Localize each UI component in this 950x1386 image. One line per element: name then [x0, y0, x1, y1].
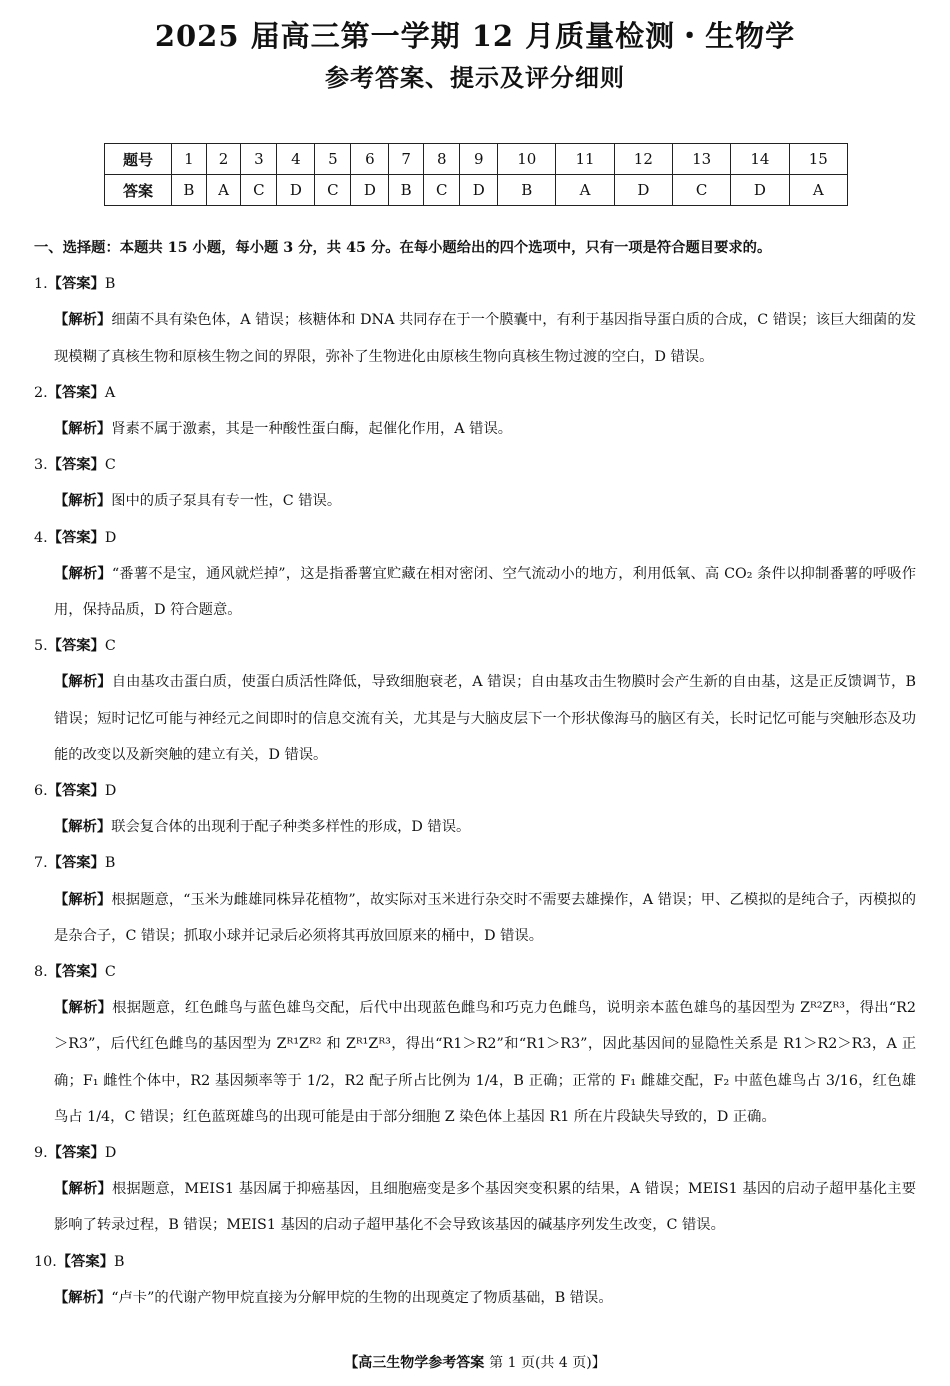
question-block [34, 1135, 916, 1244]
answer-label: 【答案】 [47, 1145, 105, 1162]
row-label-number: 题号 [105, 144, 172, 175]
question-number: 4. [34, 529, 48, 546]
answer-line [34, 375, 916, 411]
question-number-cell: 5 [315, 144, 351, 175]
analysis-text: 自由基攻击蛋白质，使蛋白质活性降低，导致细胞衰老，A 错误；自由基攻击生物膜时会产生新的自由基，这是正反馈调节，B 错误；短时记忆可能与神经元之间即时的信息交流有关，尤其是与大脑皮层下一个形状像海马的脑区有关，长时记忆可能与突触形态及功能的改变以及新突触的建立有关，D 错误。 [54, 674, 917, 763]
answer-label: 【答案】 [47, 855, 105, 872]
analysis-line [34, 664, 916, 773]
answer-table-number-row [105, 144, 848, 175]
question-block [34, 266, 916, 375]
answer-letter-cell: A [556, 175, 614, 206]
answer-label: 【答案】 [47, 384, 105, 401]
document-title: 2025 届高三第一学期 12 月质量检测・生物学 [154, 19, 796, 53]
answer-label: 【答案】 [47, 529, 105, 546]
analysis-line [34, 809, 916, 845]
question-number-cell: 9 [460, 144, 498, 175]
answer-letter-cell: B [172, 175, 207, 206]
question-number: 9. [34, 1145, 48, 1162]
analysis-line [34, 882, 916, 954]
question-number: 1. [34, 276, 48, 293]
answer-letter-cell: D [614, 175, 672, 206]
question-block [34, 447, 916, 519]
analysis-line [34, 990, 916, 1135]
question-number-cell: 10 [498, 144, 556, 175]
answer-letter-cell: D [277, 175, 315, 206]
answer-line [34, 954, 916, 990]
analysis-label: 【解析】 [54, 421, 112, 438]
analysis-text: 细菌不具有染色体，A 错误；核糖体和 DNA 共同存在于一个膜囊中，有利于基因指导蛋白质的合成，C 错误；该巨大细菌的发现模糊了真核生物和原核生物之间的界限，弥补了生物进化由原核生物向真核生物过渡的空白，D 错误。 [54, 312, 917, 365]
answer-value: D [104, 529, 117, 546]
question-number-cell: 14 [731, 144, 789, 175]
answer-letter-cell: B [498, 175, 556, 206]
analysis-line [34, 1171, 916, 1243]
analysis-label: 【解析】 [54, 819, 112, 836]
answer-letter-cell: D [731, 175, 789, 206]
answer-label: 【答案】 [47, 638, 105, 655]
question-number: 5. [34, 638, 48, 655]
analysis-label: 【解析】 [54, 493, 112, 510]
answer-value: D [104, 1145, 117, 1162]
answer-value: C [104, 964, 116, 981]
analysis-label: 【解析】 [54, 312, 112, 329]
answer-label: 【答案】 [47, 964, 105, 981]
analysis-text: 根据题意，“玉米为雌雄同株异花植物”，故实际对玉米进行杂交时不需要去雄操作，A 错误；甲、乙模拟的是纯合子，丙模拟的是杂合子，C 错误；抓取小球并记录后必须将其再放回原来的桶中，D 错误。 [54, 891, 917, 944]
question-number: 2. [34, 384, 48, 401]
answer-label: 【答案】 [47, 457, 105, 474]
answer-label: 【答案】 [47, 276, 105, 293]
answer-value: D [104, 783, 117, 800]
answer-letter-cell: C [672, 175, 730, 206]
section-heading: 一、选择题：本题共 15 小题，每小题 3 分，共 45 分。在每小题给出的四个选项中，只有一项是符合题目要求的。 [34, 240, 772, 256]
question-number-cell: 3 [241, 144, 277, 175]
answer-value: B [113, 1253, 125, 1270]
question-number-cell: 12 [614, 144, 672, 175]
question-number: 10. [34, 1253, 57, 1270]
analysis-text: 根据题意，红色雌鸟与蓝色雄鸟交配，后代中出现蓝色雌鸟和巧克力色雌鸟，说明亲本蓝色雄鸟的基因型为 Zᴿ²Zᴿ³，得出“R2＞R3”，后代红色雌鸟的基因型为 Zᴿ¹Zᴿ² 和 Zᴿ¹Zᴿ³，得出“R1＞R2”和“R1＞R3”，因此基因间的显隐性关系是 R1＞R2＞R3，A 正确；F₁ 雌性个体中，R2 基因频率等于 1/2，R2 配子所占比例为 1/4，B 正确；正常的 F₁ 雌雄交配，F₂ 中蓝色雄鸟占 3/16，红色雄鸟占 1/4，C 错误；红色蓝斑雄鸟的出现可能是由于部分细胞 Z 染色体上基因 R1 所在片段缺失导致的，D 正确。 [54, 1000, 917, 1125]
analysis-text: 根据题意，MEIS1 基因属于抑癌基因，且细胞癌变是多个基因突变积累的结果，A 错误；MEIS1 基因的启动子超甲基化主要影响了转录过程，B 错误；MEIS1 基因的启动子超甲基化不会导致该基因的碱基序列发生改变，C 错误。 [54, 1181, 916, 1234]
question-number: 7. [34, 855, 48, 872]
question-number-cell: 7 [389, 144, 424, 175]
question-block [34, 773, 916, 845]
question-number: 8. [34, 964, 48, 981]
analysis-text: 肾素不属于激素，其是一种酸性蛋白酶，起催化作用，A 错误。 [111, 421, 513, 438]
analysis-label: 【解析】 [54, 1181, 112, 1198]
question-block [34, 375, 916, 447]
question-block [34, 628, 916, 773]
footer-label: 【高三生物学参考答案 [344, 1355, 485, 1371]
answer-letter-cell: A [789, 175, 847, 206]
answer-table-answer-row [105, 175, 848, 206]
answer-letter-cell: B [389, 175, 424, 206]
question-block [34, 845, 916, 954]
row-label-answer: 答案 [105, 175, 172, 206]
answer-line [34, 845, 916, 881]
analysis-text: “卢卡”的代谢产物甲烷直接为分解甲烷的生物的出现奠定了物质基础，B 错误。 [111, 1289, 613, 1306]
analysis-label: 【解析】 [54, 1000, 113, 1017]
question-number-cell: 2 [206, 144, 240, 175]
answer-line [34, 1244, 916, 1280]
answer-letter-cell: D [460, 175, 498, 206]
question-number-cell: 11 [556, 144, 614, 175]
answer-letter-cell: C [424, 175, 460, 206]
answer-line [34, 266, 916, 302]
answer-line [34, 447, 916, 483]
question-number: 3. [34, 457, 48, 474]
analysis-line [34, 1280, 916, 1316]
analysis-label: 【解析】 [54, 565, 112, 582]
answer-value: C [104, 638, 116, 655]
answer-letter-cell: C [315, 175, 351, 206]
answer-line [34, 773, 916, 809]
answer-label: 【答案】 [56, 1253, 114, 1270]
answer-line [34, 520, 916, 556]
analysis-line [34, 556, 916, 628]
answer-letter-cell: D [351, 175, 389, 206]
answer-value: B [104, 276, 116, 293]
answer-value: B [104, 855, 116, 872]
analysis-text: “番薯不是宝，通风就烂掉”，这是指番薯宜贮藏在相对密闭、空气流动小的地方，利用低氧、高 CO₂ 条件以抑制番薯的呼吸作用，保持品质，D 符合题意。 [54, 565, 917, 619]
analysis-line [34, 411, 916, 447]
analysis-line [34, 302, 916, 374]
analysis-label: 【解析】 [54, 891, 112, 908]
analysis-line [34, 483, 916, 519]
answer-letter-cell: C [241, 175, 277, 206]
answer-explanations [34, 230, 916, 1316]
analysis-text: 图中的质子泵具有专一性，C 错误。 [111, 493, 342, 510]
answer-value: A [104, 384, 116, 401]
question-number-cell: 8 [424, 144, 460, 175]
answer-label: 【答案】 [47, 783, 105, 800]
question-number-cell: 13 [672, 144, 730, 175]
answer-table [104, 143, 848, 206]
answer-line [34, 628, 916, 664]
document-subtitle: 参考答案、提示及评分细则 [325, 63, 625, 92]
question-number-cell: 1 [172, 144, 207, 175]
analysis-text: 联会复合体的出现利于配子种类多样性的形成，D 错误。 [111, 819, 471, 836]
analysis-label: 【解析】 [54, 1289, 112, 1306]
question-number-cell: 6 [351, 144, 389, 175]
question-number-cell: 15 [789, 144, 847, 175]
answer-value: C [104, 457, 116, 474]
question-number-cell: 4 [277, 144, 315, 175]
analysis-label: 【解析】 [54, 674, 112, 691]
question-block [34, 520, 916, 629]
page-number: 第 1 页(共 4 页)】 [489, 1355, 606, 1371]
question-number: 6. [34, 783, 48, 800]
answer-line [34, 1135, 916, 1171]
question-block [34, 954, 916, 1135]
page-footer [0, 1352, 950, 1372]
question-block [34, 1244, 916, 1316]
answer-letter-cell: A [206, 175, 240, 206]
